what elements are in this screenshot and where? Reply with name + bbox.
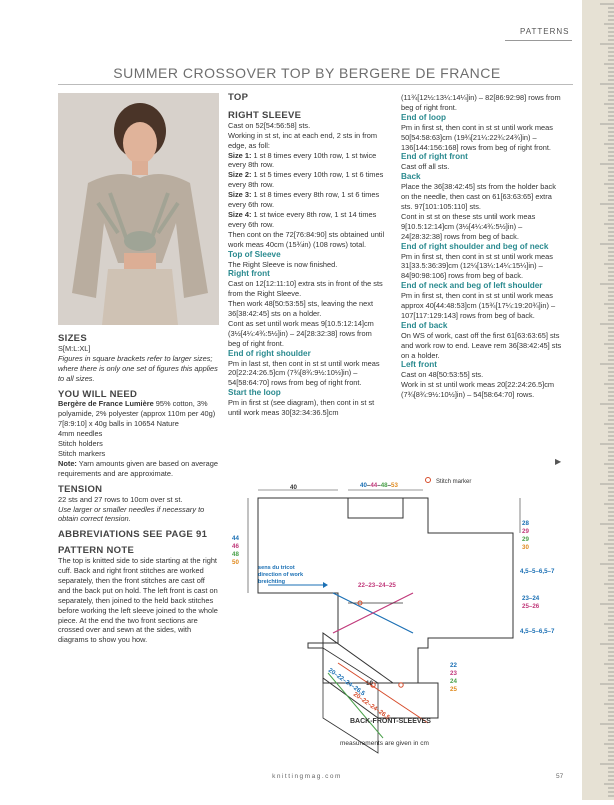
dim-l1-c: 48 [232, 551, 239, 558]
needles-text: 4mm needles [58, 429, 103, 439]
footer-site: knittingmag.com [272, 773, 342, 780]
dim-r5-d: 25 [450, 686, 457, 693]
title-rule [58, 84, 573, 85]
model-photo [58, 93, 219, 325]
end-of-loop-heading: End of loop [401, 112, 447, 122]
size2-body: 1 st 5 times every 10th row, 1 st 6 times every 8th row. [228, 170, 384, 190]
right-p4: Place the 36[38:42:45] sts from the holder back on the needle, then cast on 61[63:63:65] extra sts. 97[101:105:110] sts. [401, 182, 556, 211]
dim-40: 40 [290, 484, 297, 491]
size3-text [228, 190, 386, 210]
size1-body: 1 st 8 times every 10th row, 1 st twice every 8th row. [228, 150, 377, 170]
mid-p2: Working in st st, inc at each end, 2 sts in from edge, as foll: [228, 130, 377, 150]
yarn-name: Bergère de France Lumière [58, 399, 154, 409]
ruler-ticks [582, 0, 614, 800]
end-right-front-heading: End of right front [401, 152, 468, 162]
mid-p6: Then work 48[50:53:55] sts, leaving the next 36[38:42:45] sts on a holder. [228, 299, 374, 319]
section-rule [505, 40, 572, 41]
mid-p4: The Right Sleeve is now finished. [228, 259, 338, 269]
dim-r5-a: 22 [450, 662, 457, 669]
note-body: Yarn amounts given are based on average requirements and are approximate. [58, 458, 218, 478]
size4-text [228, 210, 386, 230]
tension-heading: TENSION [58, 483, 103, 495]
dim-top: 40–44–48–53 [360, 482, 398, 489]
dim-l1-b: 46 [232, 543, 239, 550]
yarn-text [58, 399, 218, 419]
mid-p1: Cast on 52[54:56:58] sts. [228, 120, 311, 130]
diagram-caption: BACK-FRONT-SLEEVES [350, 718, 431, 725]
size2-text [228, 170, 386, 190]
end-shoulder-beg-neck-heading: End of right shoulder and beg of neck [401, 241, 549, 251]
dim-r1-c: 29 [522, 536, 529, 543]
balls-text: 7[8:9:10] x 40g balls in 10654 Nature [58, 419, 179, 429]
dim-r1-a: 28 [522, 520, 529, 527]
top-of-sleeve-heading: Top of Sleeve [228, 249, 281, 259]
dim-r2: 4,5–5–6,5–7 [520, 568, 555, 575]
right-p6: Pm in first st, then cont in st st until work meas 31[33.5:36:39]cm (12¼[13¼:14¼:15¼]in) –84[90:98:106] rows from beg of back. [401, 251, 553, 281]
size4-label: Size 4: [228, 209, 252, 219]
size2-label: Size 2: [228, 170, 252, 180]
left-front-heading: Left front [401, 360, 437, 370]
sizes-note: Figures in square brackets refer to larger sizes; where there is only one set of figures this applies to all sizes. [58, 353, 218, 383]
right-front-heading: Right front [228, 269, 270, 279]
right-p8: On WS of work, cast off the first 61[63:63:65] sts and work row to end. Leave rem 36[38:42:45] sts on a holder. [401, 330, 562, 360]
back-heading: Back [401, 172, 421, 182]
dim-top-b: 44 [370, 482, 378, 489]
right-column [401, 93, 563, 400]
tension-note: Use larger or smaller needles if necessary to obtain correct tension. [58, 504, 205, 524]
dim-l1-d: 50 [232, 559, 239, 566]
tension-text: 22 sts and 27 rows to 10cm over st st. [58, 494, 183, 504]
dim-r5-c: 24 [450, 678, 457, 685]
markers-text: Stitch markers [58, 448, 106, 458]
mid-p3: Then cont on the 72[76:84:90] sts obtained until work meas 40cm (15¾in) (108 rows) total. [228, 229, 385, 249]
pattern-note-heading: PATTERN NOTE [58, 545, 135, 557]
right-p3: Cast off all sts. [401, 162, 450, 172]
diagram-units-note: measurements are given in cm [340, 740, 429, 747]
dim-r4: 4,5–5–6,5–7 [520, 628, 555, 635]
direction-label-de: breichting [258, 579, 286, 585]
mid-p9: Pm in first st (see diagram), then cont in st st until work meas 30[32:34:36.5]cm [228, 398, 375, 418]
sizes-text: S[M:L:XL] [58, 343, 91, 353]
start-loop-heading: Start the loop [228, 388, 281, 398]
page-title: SUMMER CROSSOVER TOP BY BERGERE DE FRANCE [113, 65, 501, 81]
abbreviations-heading: ABBREVIATIONS SEE PAGE 91 [58, 529, 208, 541]
ruler-strip [582, 0, 614, 800]
size1-text [228, 151, 386, 171]
left-column [58, 334, 218, 645]
right-sleeve-heading: RIGHT SLEEVE [228, 109, 302, 121]
size3-label: Size 3: [228, 190, 252, 200]
end-neck-beg-left-shoulder-heading: End of neck and beg of left shoulder [401, 281, 543, 291]
stitch-marker-label: Stitch marker [436, 479, 472, 485]
right-p5: Cont in st st on these sts until work meas 9[10.5:12:14]cm (3½[4¼:4¾:5½]in) – 24[28:32:38] rows from beg of back. [401, 211, 536, 241]
dim-top-d: 53 [391, 482, 398, 489]
schematic-diagram [228, 473, 568, 765]
dim-r3-b: 25–26 [522, 603, 540, 610]
dim-top-a: 40 [360, 482, 367, 489]
top-heading: TOP [228, 92, 249, 103]
dim-r5-b: 23 [450, 670, 457, 677]
direction-label-en: direction of work [258, 572, 304, 578]
yarn-desc: 95% cotton, 3% polyamide, 2% polyester (approx 110m per 40g) [58, 399, 216, 419]
dim-r3-a: 23–24 [522, 595, 540, 602]
pattern-note-text: The top is knitted side to side starting at the right cuff. Back and right front stitches are worked separately, then the front stitches are cast off and the back put on hold. The left front is cast on separately, then joined to the held back stitches before working the left sleeve joined to the whole piece. At the end the two front sections are crossed over and sewn at the sides, with diagrams to show you how. [58, 556, 218, 645]
dim-top-c: 48 [380, 482, 388, 489]
holders-text: Stitch holders [58, 439, 103, 449]
direction-label-fr: sens du tricot [258, 565, 295, 571]
mid-p7: Cont as set until work meas 9[10.5:12:14]cm (3½[4¼:4¾:5½]in) – 24[28:32:38] rows from beg of right front. [228, 318, 374, 348]
mid-p5: Cast on 12[12:11:10] extra sts in front of the sts from the Right Sleeve. [228, 279, 383, 299]
dim-r1-b: 29 [522, 528, 529, 535]
right-p9: Cast on 48[50:53:55] sts. [401, 370, 484, 380]
mid-p8: Pm in last st, then cont in st st until work meas 20[22:24:26.5]cm (7¾[8¾:9½:10½]in) – 54[58:64:70] rows from beg of right front. [228, 358, 380, 388]
right-p10: Work in st st until work meas 20[22:24:26.5]cm (7¾[8¾:9½:10½]in) – 54[58:64:70] rows. [401, 380, 555, 400]
dim-diag-1: 20–22–24–26,5 [326, 666, 367, 698]
note-label: Note: [58, 458, 77, 468]
middle-column [228, 93, 386, 418]
size3-body: 1 st 8 times every 8th row, 1 st 6 times every 6th row. [228, 190, 380, 210]
right-p1: (11¾[12½:13¼:14¼]in) – 82[86:92:98] rows from beg of right front. [401, 93, 561, 112]
sizes-heading: SIZES [58, 333, 87, 344]
dim-mid: 22–23–24–25 [358, 582, 396, 589]
note-text [58, 459, 218, 479]
dim-l1-a: 44 [232, 535, 239, 542]
dim-r1-d: 30 [522, 544, 529, 551]
page-number: 57 [556, 773, 564, 780]
size1-label: Size 1: [228, 150, 252, 160]
right-p7: Pm in first st, then cont in st st until work meas approx 40[44:48:53]cm (15¾[17¼:19:20¾]in) – 107[117:129:143] rows from beg of back. [401, 291, 556, 320]
continue-arrow-icon: ▶ [555, 457, 562, 466]
size4-body: 1 st twice every 8th row, 1 st 14 times every 6th row. [228, 209, 377, 229]
you-will-need-heading: YOU WILL NEED [58, 388, 138, 400]
dim-diag-2: 20–22–24–26,5 [351, 690, 392, 722]
end-of-back-heading: End of back [401, 320, 448, 330]
dim-10: 10 [366, 680, 373, 687]
section-label: PATTERNS [520, 27, 570, 36]
right-p2: Pm in first st, then cont in st st until work meas 50[54:58:63]cm (19¾[21¼:22¾:24¾]in) – 136[144:156:168] rows from beg of right front. [401, 122, 553, 152]
end-right-shoulder-heading: End of right shoulder [228, 348, 311, 358]
